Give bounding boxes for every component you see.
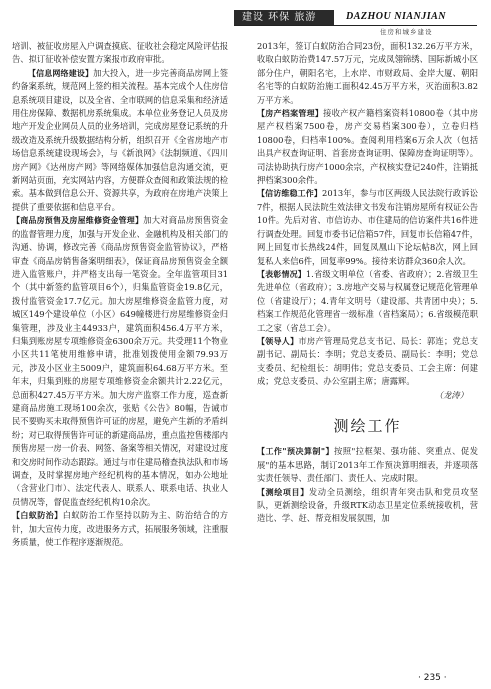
header-magazine-name: DAZHOU NIANJIAN [346,11,447,22]
heading-petition: 【信访维稳工作】 [257,189,323,199]
paragraph-archives [257,107,478,187]
page-number: · 235 · [418,673,447,683]
running-header [0,0,491,34]
paragraph-termite [12,509,228,549]
paragraph: 培训、被征收房屋入户调查摸底、征收社会稳定风险评估报告、拟订征收补偿安置方案报市政府审批。 [12,41,228,65]
heading-leaders: 【领导人】 [257,336,299,346]
heading-archives: 【房产档案管理】 [257,109,324,119]
paragraph: 2013年，签订白蚁防治合同23份，面积132.26万平方米，收取白蚁防治费147.57万元，完成凤翎锦绣、国际新城小区部分住户，朝阳名宅，上水岸、市财政局、金岸大厦、朝阳名宅等的白蚁防治施工面积42.45万平方米，灭治面积3.82万平方米。 [257,41,478,105]
paragraph-info-network [12,67,228,214]
body-text: 加大对商品房预售资金的监督管理力度，加强与开发企业、金融机构及相关部门的沟通、协调，修改完善《商品房预售资金监管协议》，严格审查《商品房销售备案明细表》，保证商品房预售资金全额进入监管账户，并严格支出每一笔资金。全年监管项目31个（其中新签约监管项目6个），归集监管资金19.8亿元，拨付监管资金17.7亿元。加大房屋维修资金监管力度，对城区149个建设单位（小区）649幢楼进行房屋维修资金归集管理，涉及业主44933户，建筑面积456.4万平方米，归集到账房屋专项维修资金6300余万元。共受理11个物业小区共11笔使用维修申请，批准划拨使用金额79.93万元，涉及小区业主5009户，建筑面积64.68万平方米。至年末，归集到账的房屋专项维修资金余额共计2.22亿元，总面积427.45万平方米。加大房产监察工作力度，巡查新建商品房施工现场100余次，张贴《公告》80幅，告诫市民不要购买未取得预售许可证的房屋，避免产生新的矛盾纠纷；对已取得预售许可证的新建商品房，重点监控售楼部内预售房屋一房一价表、网签、备案等相关情况，对建设过度和交房时间作动态跟踪。通过与市住建局稽查执法队和市场调查，及时掌握房地产经纪机构的基本情况，如办公地址（含营业门市）、法定代表人、联系人、联系电话、执业人员情况等，督促监查经纪机构10余次。 [12,215,228,507]
header-subtitle: 住房和城乡建设 [380,28,433,36]
body-text: 加大投入，进一步完善商品房网上签约备案系统，规范网上签约相关流程。基本完成个人住房信息系统项目建设，以及全省、全市联网的信息采集和经济适用住房保障、数据机房系统集成。本单位业务登记人员及房地产开发企业网员人员的业务培训，完成房屋登记系统的升级改造及系统升级数据结构分析，组织召开《全省房地产市场信息系统建设现场会》，与《新浪网》《法制频道、《四川房产网》《达州房产网》等网络媒体加强信息沟通交流，更新网站页面，充实网站内容，方便群众查阅和政策法规的检索。基本做到信息公开、资源共享，为政府在房地产决策上提供了重要依据和信息平台。 [12,67,228,212]
left-column [12,40,228,549]
body-text: 市房产管理局党总支书记、局长：郭连；党总支副书记、副局长：李明；党总支委员、副局长：李明；党总支委员、纪检组长：胡明伟；党总支委员、工会主席：何建成；党总支委员、办公室副主席；唐露辉。 [257,335,478,387]
paragraph-honors [257,268,478,335]
heading-termite: 【白蚁防治】 [12,511,63,521]
body-text: 2013年，参与市区两级人民法院行政诉讼7件，根据人民法院生效法律文书发布注销房屋所有权证公告10件。先后对省、市信访办、市住建局的信访案件共16件进行调查处理。回复市委书记信箱57件，回复市长信箱47件，网上回复市长热线24件，回复凤凰山下论坛帖8次，网上回复私人来信6件，回复率99%。接待来访群众360余人次。 [257,188,478,266]
body-text: 按照"拉框架、强功能、突重点、促发展"的基本思路，制订2013年工作预决算明细表，并逐项落实责任领导、责任部门、责任人、完成时限。 [257,446,478,484]
author-signoff: （龙涛） [434,389,468,400]
heading-survey-projects: 【测绘项目】 [257,487,309,497]
section-title: 测绘工作 [333,416,402,435]
heading-budget: 【工作"预决算制"】 [257,447,334,457]
paragraph-presale-funds [12,214,228,509]
heading-honors: 【表彰情况】 [257,269,306,279]
paragraph-leaders [257,335,478,389]
right-column [257,40,478,526]
header-rule [234,25,477,26]
paragraph-petition [257,187,478,267]
body-text: 接收产权产籍档案资料10800卷（其中房屋产权档案7500卷，房产交易档案300卷），立卷归档10800卷，归档率100%。查阅利用档案6万余人次（包括出具产权查询证明、首套房查询证明、保障房查询证明等）。司法协助执行房产1000余宗，产权核实登记240件，注销抵押档案300余件。 [257,108,478,186]
body-text: 发动全员测绘，组织青年突击队和党员攻坚队，更新测绘设备，升级RTK动态卫星定位系统接收机，营造比、学、赶、帮竞相发展氛围，加 [257,486,478,524]
body-text: 1.省级文明单位（省委、省政府）；2.省级卫生先进单位（省政府）；3.房地产交易与权属登记规范化管理单位（省建设厅）；4.青年文明号（建设部、共青团中央）；5.档案工作规范化管理省一级标准（省档案局）；6.省级模范职工之家（省总工会）。 [257,268,479,333]
heading-presale-funds: 【商品房预售及房屋维修资金管理】 [12,216,144,226]
header-section-tags: 建设 环保 旅游 [234,10,334,25]
heading-info-network: 【信息网络建设】 [28,68,94,78]
paragraph-budget [257,445,478,485]
body-text: 白蚁防治工作坚持以防为主、防治结合的方针，加大宣传力度，改进服务方式，拓展服务领域，注重服务质量，使工作程序逐渐规范。 [12,510,228,548]
paragraph-survey-projects [257,486,478,526]
